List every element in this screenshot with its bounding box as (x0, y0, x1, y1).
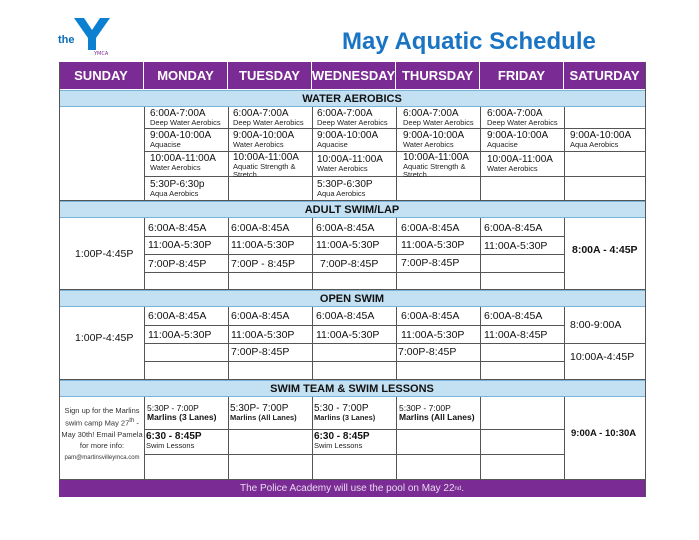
adult-wed-1: 6:00A-8:45A (316, 222, 375, 234)
grid-open-sat-split (564, 343, 645, 344)
grid-row-0-1 (144, 151, 645, 152)
section-water-aerobics: WATER AEROBICS (59, 90, 645, 107)
adult-wed-3: 7:00P-8:45P (320, 258, 379, 270)
adult-sat: 8:00A - 4:45P (572, 244, 638, 256)
grid-row-2-0 (144, 325, 564, 326)
grid-col-1-5 (564, 218, 565, 289)
swim-camp-note: Sign up for the Marlins swim camp May 27th - May 30th! Email Pamela for more info: pam@martinsvilleymca.com (61, 406, 143, 461)
y-logo-icon (72, 16, 112, 56)
adult-thu-1: 6:00A-8:45A (401, 222, 460, 234)
section-adult-swim: ADULT SWIM/LAP (59, 201, 645, 218)
day-header-saturday: SATURDAY (564, 62, 645, 89)
open-thu-3: 7:00P-8:45P (398, 346, 457, 358)
grid-col-3-2 (312, 397, 313, 479)
grid-col-0-1 (228, 107, 229, 200)
grid-bottom-2 (59, 379, 645, 380)
team-wed-1: 5:30 - 7:00P Marlins (3 Lanes) (314, 403, 376, 422)
section-swim-team: SWIM TEAM & SWIM LESSONS (59, 380, 645, 397)
grid-row-1-0 (144, 236, 564, 237)
open-wed-1: 6:00A-8:45A (316, 310, 375, 322)
grid-row-0-0 (144, 128, 645, 129)
open-fri-1: 6:00A-8:45A (484, 310, 543, 322)
wa-mon-1: 6:00A-7:00A Deep Water Aerobics (150, 108, 221, 127)
open-tue-2: 11:00A-5:30P (231, 329, 295, 341)
wa-wed-3: 10:00A-11:00A Water Aerobics (317, 154, 383, 173)
grid-col-0-5 (564, 107, 565, 200)
day-header-wednesday: WEDNESDAY (312, 62, 396, 89)
adult-fri-1: 6:00A-8:45A (484, 222, 543, 234)
adult-thu-2: 11:00A-5:30P (401, 239, 465, 251)
team-tue-1: 5:30P- 7:00P Marlins (All Lanes) (230, 403, 297, 422)
wa-sat-1: 9:00A-10:00A Aqua Aerobics (570, 130, 632, 149)
footer-notice: The Police Academy will use the pool on May 22 nd . (59, 480, 645, 497)
day-header-sunday: SUNDAY (59, 62, 144, 89)
section-open-swim: OPEN SWIM (59, 290, 645, 307)
wa-mon-2: 9:00A-10:00A Aquacise (150, 130, 212, 149)
open-wed-2: 11:00A-5:30P (316, 329, 380, 341)
adult-mon-2: 11:00A-5:30P (148, 239, 212, 251)
logo-mark: YMCA (94, 51, 109, 56)
ymca-logo (58, 16, 108, 56)
team-mon-1: 5:30P - 7:00P Marlins (3 Lanes) (147, 403, 217, 422)
grid-row-1-1 (144, 254, 564, 255)
grid-col-3-5 (564, 397, 565, 479)
wa-mon-3: 10:00A-11:00A Water Aerobics (150, 153, 216, 172)
grid-col-3-3 (396, 397, 397, 479)
day-header-monday: MONDAY (144, 62, 228, 89)
adult-sun: 1:00P-4:45P (75, 248, 134, 260)
wa-tue-1: 6:00A-7:00A Deep Water Aerobics (233, 108, 304, 127)
open-thu-2: 11:00A-5:30P (401, 329, 465, 341)
table-border-right (645, 62, 646, 497)
team-mon-2: 6:30 - 8:45P Swim Lessons (146, 431, 202, 450)
adult-wed-2: 11:00A-5:30P (316, 239, 380, 251)
adult-mon-3: 7:00P-8:45P (148, 258, 207, 270)
grid-row-2-2 (144, 361, 564, 362)
adult-thu-3: 7:00P-8:45P (401, 257, 460, 269)
open-mon-1: 6:00A-8:45A (148, 310, 207, 322)
team-sat: 9:00A - 10:30A (571, 428, 637, 439)
grid-row-2-1 (144, 343, 564, 344)
wa-fri-3: 10:00A-11:00A Water Aerobics (487, 154, 553, 173)
grid-row-1-2 (144, 272, 564, 273)
wa-mon-4: 5:30P-6:30p Aqua Aerobics (150, 179, 205, 198)
adult-tue-1: 6:00A-8:45A (231, 222, 290, 234)
open-mon-2: 11:00A-5:30P (148, 329, 212, 341)
open-tue-1: 6:00A-8:45A (231, 310, 290, 322)
open-fri-2: 11:00A-8:45P (484, 329, 548, 341)
wa-thu-2: 9:00A-10:00A Water Aerobics (403, 130, 465, 149)
wa-wed-1: 6:00A-7:00A Deep Water Aerobics (317, 108, 388, 127)
grid-col-3-0 (144, 397, 145, 479)
grid-col-0-4 (480, 107, 481, 200)
open-sat-2: 10:00A-4:45P (570, 351, 635, 363)
wa-fri-2: 9:00A-10:00A Aquacise (487, 130, 549, 149)
day-header-thursday: THURSDAY (396, 62, 480, 89)
open-sun: 1:00P-4:45P (75, 332, 134, 344)
open-sat-1: 8:00-9:00A (570, 319, 622, 331)
open-thu-1: 6:00A-8:45A (401, 310, 460, 322)
wa-tue-2: 9:00A-10:00A Water Aerobics (233, 130, 295, 149)
day-header-friday: FRIDAY (480, 62, 564, 89)
grid-col-3-1 (228, 397, 229, 479)
wa-thu-1: 6:00A-7:00A Deep Water Aerobics (403, 108, 474, 127)
logo-prefix: the (58, 34, 75, 46)
grid-row-3-0 (144, 429, 564, 430)
grid-bottom-1 (59, 289, 645, 290)
grid-row-3-1 (144, 454, 564, 455)
wa-tue-3: 10:00A-11:00A Aquatic Strength & Stretch (233, 152, 299, 179)
team-thu-1: 5:30P - 7:00P Marlins (All Lanes) (399, 403, 475, 422)
grid-col-0-3 (396, 107, 397, 200)
wa-wed-4: 5:30P-6:30P Aqua Aerobics (317, 179, 373, 198)
team-wed-2: 6:30 - 8:45P Swim Lessons (314, 431, 370, 450)
adult-mon-1: 6:00A-8:45A (148, 222, 207, 234)
wa-fri-1: 6:00A-7:00A Deep Water Aerobics (487, 108, 558, 127)
page-title: May Aquatic Schedule (342, 28, 596, 55)
grid-col-0-2 (312, 107, 313, 200)
grid-col-0-0 (144, 107, 145, 200)
adult-tue-3: 7:00P - 8:45P (231, 258, 296, 270)
grid-col-3-4 (480, 397, 481, 479)
wa-thu-3: 10:00A-11:00A Aquatic Strength & Stretch (403, 152, 469, 179)
grid-bottom-0 (59, 200, 645, 201)
grid-row-0-2 (144, 176, 645, 177)
adult-tue-2: 11:00A-5:30P (231, 239, 295, 251)
wa-wed-2: 9:00A-10:00A Aquacise (317, 130, 379, 149)
day-header-tuesday: TUESDAY (228, 62, 312, 89)
open-tue-3: 7:00P-8:45P (231, 346, 290, 358)
adult-fri-2: 11:00A-5:30P (484, 240, 548, 252)
